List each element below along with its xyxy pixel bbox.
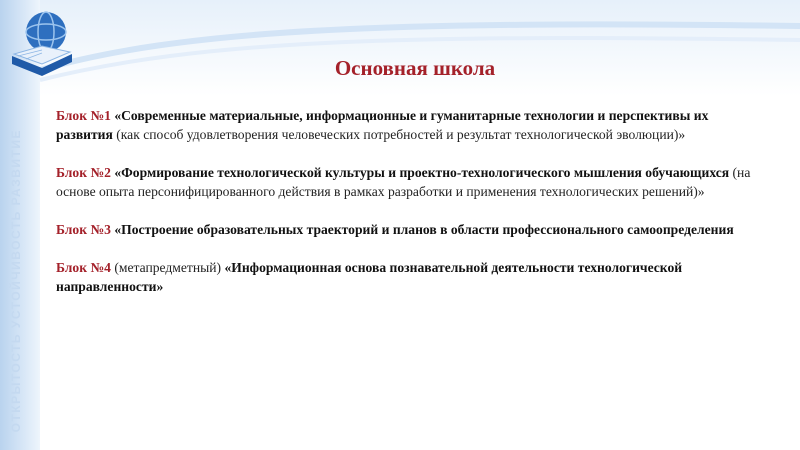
block-item [56,163,756,201]
block-title: «Формирование технологической культуры и проектно-технологического мышления обучающихся [110,165,730,180]
block-title: «Построение образовательных траекторий и планов в области профессионального самоопределения [110,222,734,237]
slide-title: Основная школа [334,56,496,80]
sidebar-motto: ОТКРЫТОСТЬ УСТОЙЧИВОСТЬ РАЗВИТИЕ [9,128,23,432]
block-item [56,220,756,239]
blocks-list [56,106,756,315]
block-item [56,258,756,296]
block-label: Блок №1 [56,108,111,123]
block-title: «Современные материальные, информационные и гуманитарные технологии и перспективы их развития [56,108,709,142]
block-label: Блок №2 [56,165,111,180]
block-prefix: (метапредметный) [110,260,222,275]
block-item [56,106,756,144]
block-label: Блок №4 [56,260,111,275]
block-description: (на основе опыта персонифицированного действия в рамках разработки и применения технологических решений)» [56,165,751,199]
block-title: «Информационная основа познавательной деятельности технологической направленности» [56,260,683,294]
block-description: (как способ удовлетворения человеческих потребностей и результат технологической эволюции)» [112,127,686,142]
block-label: Блок №3 [56,222,111,237]
